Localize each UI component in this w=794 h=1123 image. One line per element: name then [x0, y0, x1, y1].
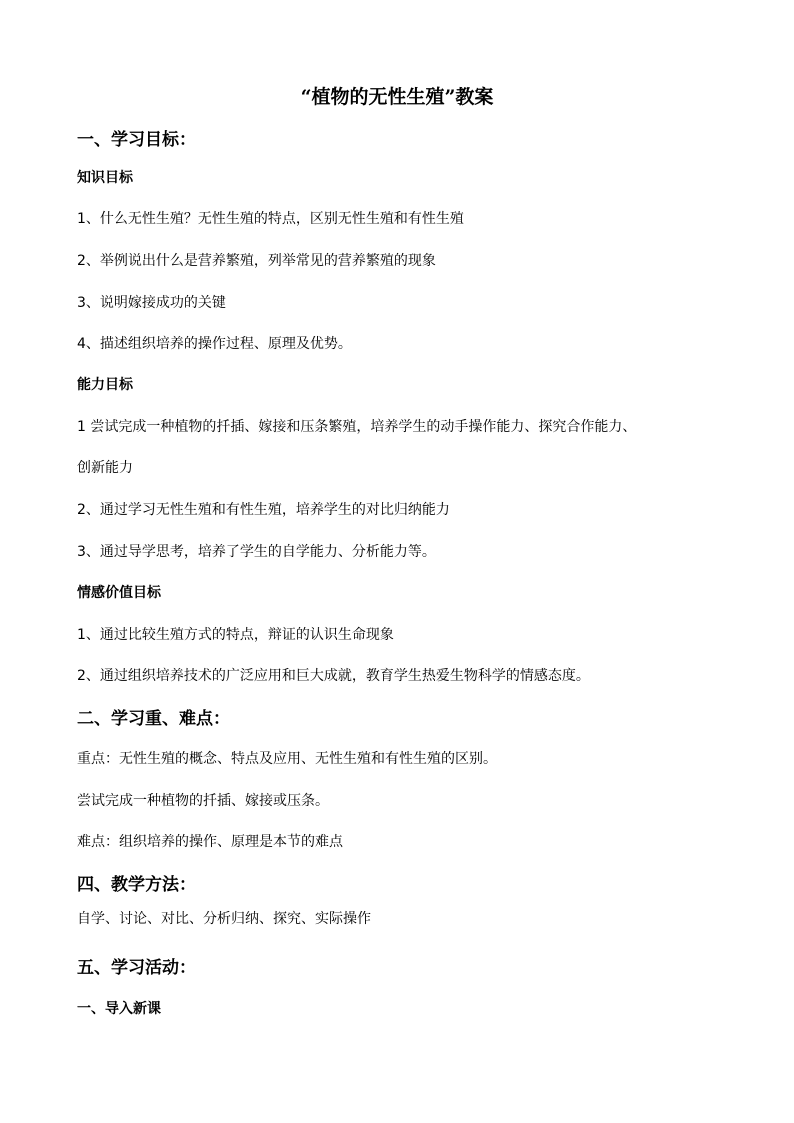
section-heading-teaching-methods: 四、教学方法：	[77, 875, 196, 895]
key-point-item: 难点：组织培养的操作、原理是本节的难点	[77, 834, 343, 850]
section-heading-key-points: 二、学习重、难点：	[77, 709, 230, 729]
knowledge-goal-item: 1、什么无性生殖？无性生殖的特点，区别无性生殖和有性生殖	[77, 211, 464, 227]
ability-goal-item: 2、通过学习无性生殖和有性生殖，培养学生的对比归纳能力	[77, 502, 450, 518]
knowledge-goal-item: 3、说明嫁接成功的关键	[77, 295, 226, 311]
section-heading-learning-goals: 一、学习目标：	[77, 130, 196, 150]
key-point-item: 尝试完成一种植物的扦插、嫁接或压条。	[77, 793, 329, 809]
knowledge-goal-item: 4、描述组织培养的操作过程、原理及优势。	[77, 336, 352, 352]
ability-goal-item: 创新能力	[77, 460, 133, 476]
ability-goal-item: 1 尝试完成一种植物的扦插、嫁接和压条繁殖，培养学生的动手操作能力、探究合作能力、	[77, 419, 637, 435]
subheading-knowledge-goals: 知识目标	[77, 170, 133, 186]
subheading-ability-goals: 能力目标	[77, 377, 133, 393]
key-point-item: 重点：无性生殖的概念、特点及应用、无性生殖和有性生殖的区别。	[77, 751, 497, 767]
teaching-methods-text: 自学、讨论、对比、分析归纳、探究、实际操作	[77, 911, 371, 927]
emotion-goal-item: 2、通过组织培养技术的广泛应用和巨大成就，教育学生热爱生物科学的情感态度。	[77, 668, 590, 684]
subheading-introduce-new-lesson: 一、导入新课	[77, 1001, 161, 1017]
section-heading-learning-activities: 五、学习活动：	[77, 958, 196, 978]
ability-goal-item: 3、通过导学思考，培养了学生的自学能力、分析能力等。	[77, 544, 436, 560]
document-title: “植物的无性生殖”教案	[300, 86, 494, 108]
emotion-goal-item: 1、通过比较生殖方式的特点，辩证的认识生命现象	[77, 627, 394, 643]
knowledge-goal-item: 2、举例说出什么是营养繁殖，列举常见的营养繁殖的现象	[77, 253, 436, 269]
subheading-emotion-goals: 情感价值目标	[77, 585, 161, 601]
